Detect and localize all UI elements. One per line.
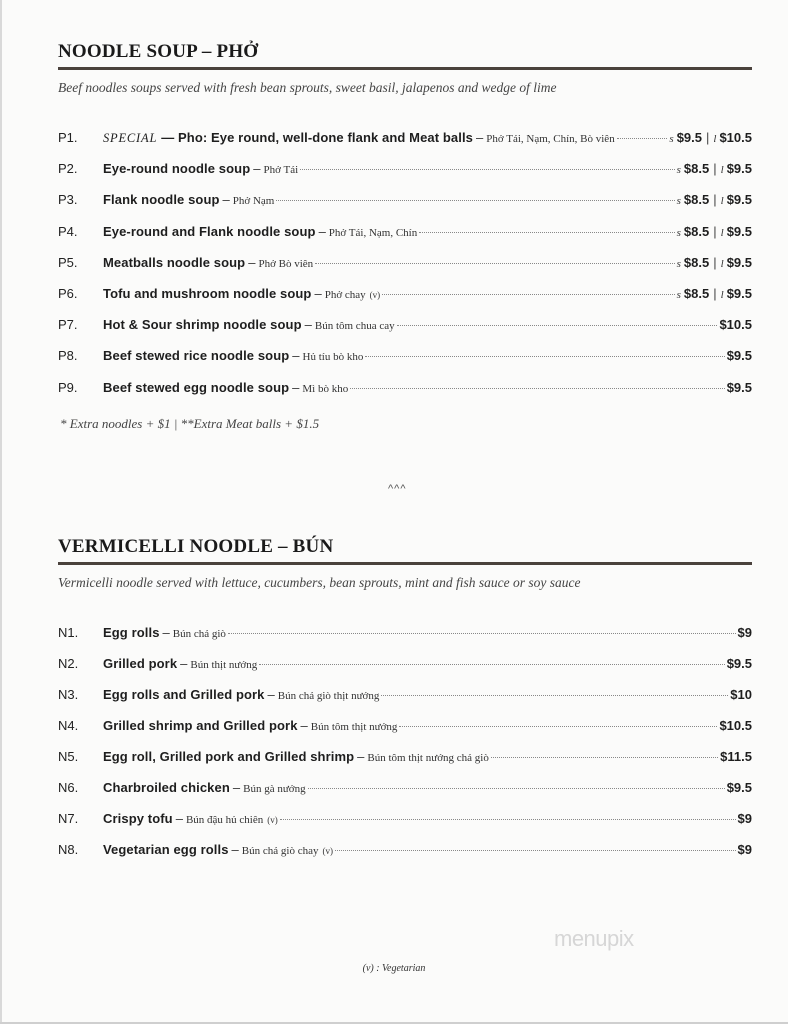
menu-item (58, 191, 752, 209)
price-separator: | (713, 192, 717, 208)
size-small-label: s (676, 257, 681, 270)
section-subtitle: Beef noodles soups served with fresh bean sprouts, sweet basil, jalapenos and wedge of lime (58, 80, 557, 95)
item-vietnamese-name: Bún chả giò thịt nướng (277, 690, 380, 702)
dot-leader (617, 138, 668, 139)
size-large-label: l (720, 164, 724, 177)
item-price (669, 129, 752, 148)
price-separator: | (713, 161, 717, 177)
item-name: Egg rolls and Grilled pork (103, 687, 265, 702)
large-price: $9.5 (726, 161, 752, 177)
large-price: $9.5 (726, 223, 752, 239)
name-separator: – (357, 749, 365, 764)
item-name: Egg roll, Grilled pork and Grilled shrimp (103, 749, 355, 764)
dot-leader (365, 356, 724, 357)
item-name: — Pho: Eye round, well-done flank and Meat balls (161, 130, 474, 145)
dot-leader (350, 388, 724, 389)
large-price: $9.5 (726, 286, 752, 301)
name-separator: – (292, 348, 300, 364)
item-name: Tofu and mushroom noodle soup (103, 286, 312, 301)
item-vietnamese-name: Bún chả giò chay (241, 845, 319, 857)
item-name: Hot & Sour shrimp noodle soup (103, 317, 302, 333)
menu-item (58, 624, 752, 642)
item-price: $10.5 (719, 718, 752, 733)
name-separator: – (231, 842, 239, 857)
item-code: P6. (58, 286, 78, 301)
large-price: $9.5 (726, 192, 752, 208)
menu-item (58, 810, 752, 828)
small-price: $8.5 (683, 223, 710, 239)
menu-item (58, 779, 752, 797)
item-vietnamese-name: Bún tôm thịt nướng (310, 721, 398, 733)
item-code: N1. (58, 625, 79, 640)
section-divider: ^^^ (388, 483, 407, 495)
dot-leader (491, 757, 718, 758)
name-separator: – (304, 317, 312, 333)
name-separator: – (180, 656, 188, 671)
item-code: P9. (58, 379, 78, 395)
dot-leader (308, 788, 725, 789)
item-code: P1. (58, 130, 78, 145)
item-vietnamese-name: Hủ tíu bò kho (302, 351, 364, 364)
small-price: $8.5 (683, 192, 710, 208)
menu-item (58, 316, 752, 334)
menu-item (58, 254, 752, 272)
name-separator: – (476, 130, 484, 145)
item-code: P4. (58, 223, 78, 239)
dot-leader (300, 169, 674, 170)
item-vietnamese-name: Phở Tái (263, 164, 299, 177)
scan-edge (0, 0, 2, 1024)
size-large-label: l (720, 226, 724, 239)
large-price: $9.5 (726, 254, 752, 270)
size-small-label: s (676, 289, 681, 301)
item-name: Grilled pork (103, 656, 178, 671)
item-vietnamese-name: Mì bò kho (302, 382, 349, 395)
small-price: $9.5 (676, 130, 702, 145)
item-code: P7. (58, 317, 78, 333)
item-vietnamese-name: Bún thịt nướng (190, 659, 258, 671)
item-code: N2. (58, 656, 79, 671)
item-code: P2. (58, 161, 78, 177)
item-name: Charbroiled chicken (103, 780, 230, 795)
item-vietnamese-name: Bún tôm chua cay (314, 320, 395, 333)
item-name: Meatballs noodle soup (103, 254, 246, 270)
item-vietnamese-name: Bún tôm thịt nướng chả giò (367, 752, 489, 764)
name-separator: – (318, 223, 326, 239)
menu-item (58, 347, 752, 365)
noodle-soup-section (58, 40, 752, 98)
section-rule (58, 562, 752, 565)
item-code: N7. (58, 811, 79, 826)
item-name: Grilled shrimp and Grilled pork (103, 718, 298, 733)
size-small-label: s (676, 226, 681, 239)
size-large-label: l (713, 133, 717, 145)
section-title: NOODLE SOUP – PHỞ (58, 41, 259, 62)
name-separator: – (162, 625, 170, 640)
item-price: $11.5 (720, 749, 752, 764)
menu-item (58, 655, 752, 673)
dot-leader (259, 664, 724, 665)
item-vietnamese-name: Phở Tái, Nạm, Chín, Bò viên (486, 133, 615, 145)
dot-leader (276, 200, 674, 201)
item-price (677, 223, 752, 242)
item-name: Crispy tofu (103, 811, 173, 826)
item-price (677, 191, 752, 210)
watermark-logo: menupix (554, 926, 634, 951)
item-code: N4. (58, 718, 79, 733)
item-price (677, 285, 752, 304)
menu-item (58, 748, 752, 766)
item-name: Eye-round and Flank noodle soup (103, 223, 316, 239)
item-price: $9.5 (726, 379, 752, 395)
name-separator: – (292, 379, 300, 395)
item-code: P3. (58, 192, 78, 208)
dot-leader (335, 850, 736, 851)
dot-leader (399, 726, 717, 727)
menu-item (58, 160, 752, 178)
item-name: Beef stewed egg noodle soup (103, 379, 290, 395)
item-name: Egg rolls (103, 625, 160, 640)
price-separator: | (713, 286, 717, 301)
large-price: $10.5 (719, 130, 752, 145)
size-large-label: l (720, 257, 724, 270)
extras-note: * Extra noodles + $1 | **Extra Meat balls + $1.5 (60, 416, 320, 431)
small-price: $8.5 (683, 254, 710, 270)
item-price (677, 254, 752, 273)
item-vietnamese-name: Bún chả giò (172, 628, 226, 640)
price-separator: | (706, 130, 710, 145)
item-vietnamese-name: Bún gà nướng (243, 783, 306, 795)
name-separator: – (232, 780, 241, 795)
menu-item (58, 841, 752, 859)
dot-leader (381, 695, 728, 696)
menu-item (58, 686, 752, 704)
item-price: $9.5 (726, 780, 752, 795)
name-separator: – (253, 161, 261, 177)
item-price (677, 160, 752, 179)
item-vietnamese-name: Phở Bò viên (258, 257, 314, 270)
item-name: Eye-round noodle soup (103, 161, 251, 177)
item-code: P8. (58, 348, 78, 364)
item-name: Flank noodle soup (103, 192, 220, 208)
item-vietnamese-name: Phở Tái, Nạm, Chín (328, 226, 418, 239)
item-code: N8. (58, 842, 79, 857)
vegetarian-mark: (v) (322, 846, 333, 856)
section-subtitle: Vermicelli noodle served with lettuce, cucumbers, bean sprouts, mint and fish sauce or soy sauce (58, 575, 581, 590)
name-separator: – (175, 811, 183, 826)
item-price: $9 (737, 811, 752, 826)
price-separator: | (713, 254, 717, 270)
price-separator: | (713, 223, 717, 239)
dot-leader (382, 294, 674, 295)
item-price: $9.5 (726, 348, 752, 364)
name-separator: – (300, 718, 308, 733)
item-code: N6. (58, 780, 79, 795)
vegetarian-mark: (v) (369, 290, 381, 300)
item-price: $9 (737, 842, 752, 857)
item-vietnamese-name: Phở Nạm (232, 195, 275, 208)
special-label: SPECIAL (103, 131, 158, 145)
vegetarian-footnote: (v) : Vegetarian (362, 963, 426, 974)
item-vietnamese-name: Bún đậu hủ chiên (185, 814, 264, 826)
section-rule (58, 67, 752, 70)
section-title: VERMICELLI NOODLE – BÚN (58, 536, 334, 557)
dot-leader (419, 232, 674, 233)
name-separator: – (222, 192, 230, 208)
dot-leader (315, 263, 674, 264)
dot-leader (280, 819, 736, 820)
size-large-label: l (720, 289, 724, 301)
vermicelli-section (58, 535, 752, 593)
item-code: N5. (58, 749, 79, 764)
size-small-label: s (676, 195, 681, 208)
item-price: $9.5 (726, 656, 752, 671)
small-price: $8.5 (683, 286, 710, 301)
vegetarian-mark: (v) (267, 815, 278, 825)
dot-leader (228, 633, 736, 634)
name-separator: – (248, 254, 256, 270)
name-separator: – (314, 286, 322, 301)
menu-item (58, 717, 752, 735)
item-price: $10 (730, 687, 752, 702)
size-small-label: s (676, 164, 681, 177)
item-code: N3. (58, 687, 79, 702)
item-vietnamese-name: Phở chay (324, 289, 366, 301)
item-name: Beef stewed rice noodle soup (103, 348, 290, 364)
item-price: $10.5 (719, 317, 752, 333)
menu-item (58, 223, 752, 241)
name-separator: – (267, 687, 275, 702)
menu-item (58, 379, 752, 397)
item-code: P5. (58, 254, 78, 270)
small-price: $8.5 (683, 161, 710, 177)
size-small-label: s (669, 133, 674, 145)
size-large-label: l (720, 195, 724, 208)
item-name: Vegetarian egg rolls (103, 842, 229, 857)
menu-item (58, 129, 752, 147)
dot-leader (397, 325, 718, 326)
menu-item (58, 285, 752, 303)
item-price: $9 (737, 625, 752, 640)
